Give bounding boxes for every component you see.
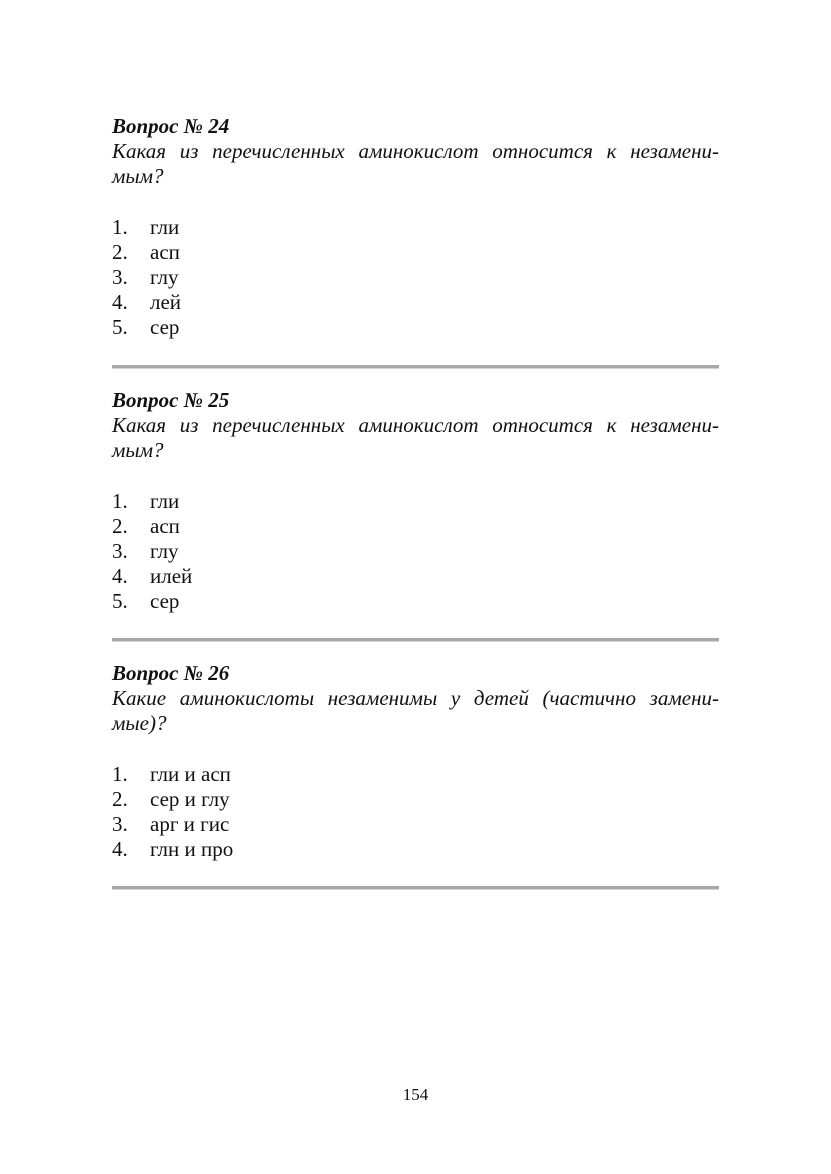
answer-number: 3.	[112, 539, 128, 563]
answer-option	[112, 812, 719, 837]
answer-text: гли и асп	[150, 762, 231, 786]
question-text	[112, 413, 719, 463]
answer-number: 2.	[112, 514, 128, 538]
question-text	[112, 139, 719, 189]
answer-number: 3.	[112, 265, 128, 289]
answer-text: глн и про	[150, 837, 234, 861]
answer-number: 5.	[112, 589, 128, 613]
question-text-line: Какая из перечисленных аминокислот относится к незамени-	[112, 139, 719, 163]
answer-option	[112, 539, 719, 564]
answer-list	[112, 489, 719, 614]
page-number: 154	[402, 1085, 429, 1104]
answer-number: 4.	[112, 564, 128, 588]
answer-list	[112, 762, 719, 862]
answer-number: 1.	[112, 762, 128, 786]
question-text-line: Какая из перечисленных аминокислот относится к незамени-	[112, 413, 719, 437]
section-divider	[112, 638, 719, 642]
answer-number: 5.	[112, 315, 128, 339]
answer-number: 4.	[112, 290, 128, 314]
answer-option	[112, 240, 719, 265]
answer-number: 4.	[112, 837, 128, 861]
question-title: Вопрос № 26	[112, 661, 230, 685]
answer-text: глу	[150, 539, 179, 563]
answer-option	[112, 514, 719, 539]
answer-text: глу	[150, 265, 179, 289]
question-text-line: мые)?	[112, 711, 167, 735]
answer-text: асп	[150, 240, 180, 264]
answer-text: асп	[150, 514, 180, 538]
answer-text: илей	[150, 564, 193, 588]
answer-list	[112, 215, 719, 340]
answer-text: сер	[150, 589, 180, 613]
answer-option	[112, 489, 719, 514]
answer-number: 1.	[112, 489, 128, 513]
question-text-line: мым?	[112, 438, 164, 462]
answer-text: сер	[150, 315, 180, 339]
question-title: Вопрос № 24	[112, 114, 230, 138]
answer-option	[112, 564, 719, 589]
section-divider	[112, 365, 719, 369]
answer-text: лей	[150, 290, 182, 314]
answer-option	[112, 215, 719, 240]
answer-text: сер и глу	[150, 787, 230, 811]
answer-option	[112, 290, 719, 315]
answer-number: 2.	[112, 787, 128, 811]
question-text-line: мым?	[112, 164, 164, 188]
answer-option	[112, 315, 719, 340]
answer-option	[112, 762, 719, 787]
answer-number: 1.	[112, 215, 128, 239]
answer-number: 2.	[112, 240, 128, 264]
answer-option	[112, 265, 719, 290]
answer-text: гли	[150, 489, 180, 513]
question-text-line: Какие аминокислоты незаменимы у детей (частично замени-	[112, 686, 719, 710]
question-25	[112, 388, 719, 614]
question-26	[112, 661, 719, 862]
answer-text: гли	[150, 215, 180, 239]
section-divider	[112, 886, 719, 890]
answer-option	[112, 787, 719, 812]
question-title: Вопрос № 25	[112, 388, 230, 412]
answer-option	[112, 589, 719, 614]
answer-option	[112, 837, 719, 862]
question-24	[112, 114, 719, 340]
answer-number: 3.	[112, 812, 128, 836]
answer-text: арг и гис	[150, 812, 230, 836]
question-text	[112, 686, 719, 736]
